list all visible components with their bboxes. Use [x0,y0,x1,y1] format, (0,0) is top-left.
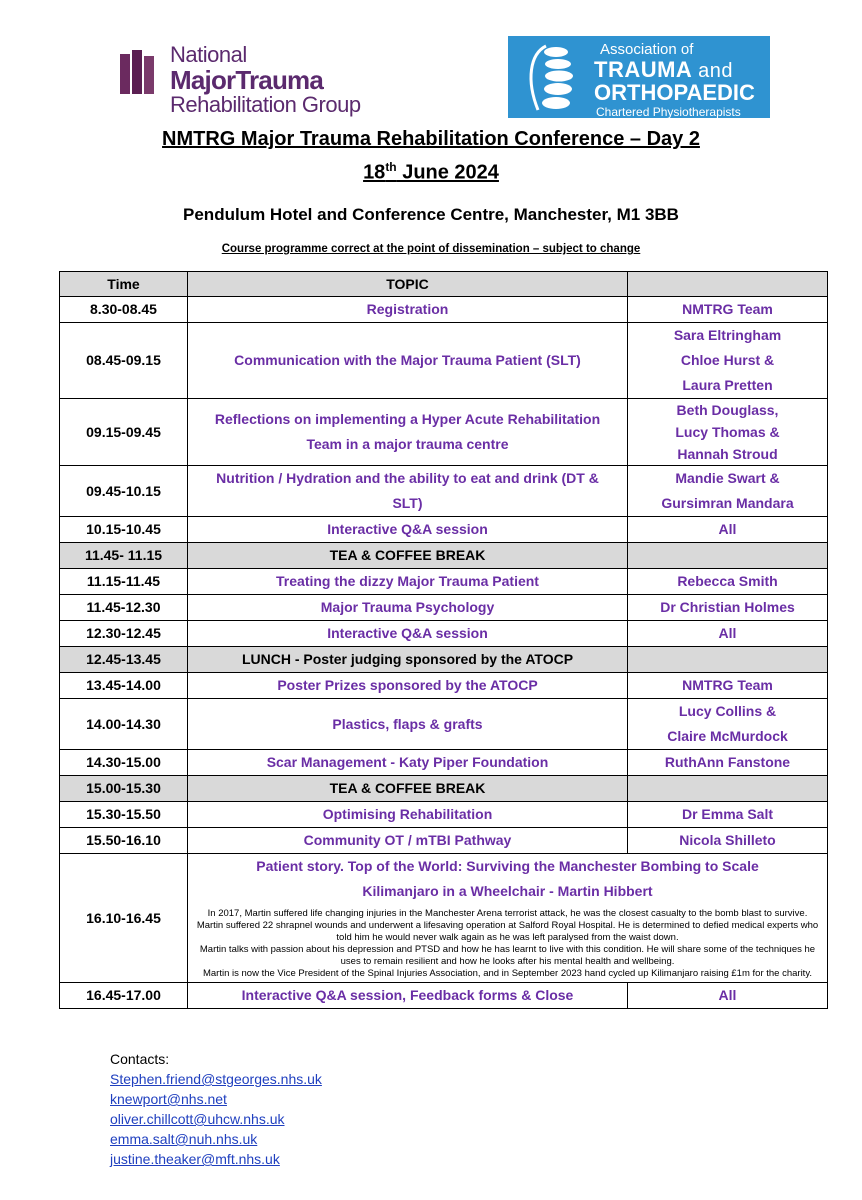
topic-line: Nutrition / Hydration and the ability to eat and drink (DT & [216,470,599,486]
table-row [60,828,828,854]
nmtrg-logo [118,44,398,119]
table-row [60,517,828,543]
row-speakers [628,323,828,399]
header-time: Time [60,272,188,297]
row-topic: Interactive Q&A session [188,621,628,647]
row-speaker: Dr Emma Salt [628,802,828,828]
atocp-logo-and: and [698,60,733,82]
row-time: 12.45-13.45 [60,647,188,673]
nmtrg-logo-line1: National [170,42,247,67]
topic-line: Team in a major trauma centre [306,436,509,452]
row-topic: TEA & COFFEE BREAK [188,543,628,569]
contact-email-link[interactable]: Stephen.friend@stgeorges.nhs.uk [110,1071,322,1087]
row-speaker: NMTRG Team [628,297,828,323]
table-row [60,399,828,466]
speaker-line: Gursimran Mandara [661,495,794,511]
speaker-line: Beth Douglass, [676,402,779,418]
row-topic: Optimising Rehabilitation [188,802,628,828]
row-topic: Poster Prizes sponsored by the ATOCP [188,673,628,699]
row-topic: LUNCH - Poster judging sponsored by the ATOCP [188,647,628,673]
speaker-line: Hannah Stroud [677,446,778,462]
story-paragraph: In 2017, Martin suffered life changing injuries in the Manchester Arena terrorist attack, he was the closest casualty to the bomb blast to survive. Martin suffered 22 shrapnel wounds and underwent a lifesaving operation at Salford Royal Hospital. He is determined to defied medical experts who told him he would never walk again as he was left paralysed from the waist down. [196,908,819,943]
topic-line: Patient story. Top of the World: Surviving the Manchester Bombing to Scale [256,858,759,874]
row-speaker: Nicola Shilleto [628,828,828,854]
row-time: 8.30-08.45 [60,297,188,323]
story-paragraph: Martin talks with passion about his depression and PTSD and how he has learnt to live with this condition. He will share some of the techniques he uses to remain resilient and how he looks after his mental health and wellbeing. [199,944,816,967]
row-topic [188,466,628,517]
table-row [60,673,828,699]
row-speaker: All [628,517,828,543]
row-topic: Interactive Q&A session, Feedback forms & Close [188,983,628,1009]
atocp-logo-line3: ORTHOPAEDIC [594,80,755,105]
row-topic: Treating the dizzy Major Trauma Patient [188,569,628,595]
table-row-break [60,543,828,569]
story-paragraph: Martin is now the Vice President of the Spinal Injuries Association, and in September 2023 hand cycled up Kilimanjaro raising £1m for the charity. [202,968,813,979]
speaker-line: Lucy Collins & [678,703,777,719]
row-time: 09.15-09.45 [60,399,188,466]
speaker-line: Laura Pretten [682,377,773,393]
topic-line: SLT) [392,495,423,511]
table-row [60,983,828,1009]
row-time: 08.45-09.15 [60,323,188,399]
topic-line: Kilimanjaro in a Wheelchair - Martin Hibbert [362,883,653,899]
atocp-logo-trauma: TRAUMA [594,57,692,82]
row-time: 16.45-17.00 [60,983,188,1009]
contact-email-link[interactable]: oliver.chillcott@uhcw.nhs.uk [110,1111,285,1127]
row-topic: Communication with the Major Trauma Patient (SLT) [188,323,628,399]
row-time: 14.30-15.00 [60,750,188,776]
venue: Pendulum Hotel and Conference Centre, Manchester, M1 3BB [183,205,679,224]
header-topic: TOPIC [188,272,628,297]
row-time: 11.45-12.30 [60,595,188,621]
row-topic: Scar Management - Katy Piper Foundation [188,750,628,776]
conference-date [0,160,862,185]
table-row [60,802,828,828]
story-description [192,904,823,982]
spine-icon [516,40,590,116]
row-speaker [628,647,828,673]
row-speaker: All [628,983,828,1009]
table-row-patient-story [60,854,828,983]
contact-email-link[interactable]: knewport@nhs.net [110,1091,227,1107]
speaker-line: Lucy Thomas & [675,424,780,440]
row-time: 15.00-15.30 [60,776,188,802]
conference-title: NMTRG Major Trauma Rehabilitation Conference – Day 2 [162,128,700,150]
row-topic: Registration [188,297,628,323]
atocp-logo-line1: Association of [600,41,694,58]
row-speaker: RuthAnn Fanstone [628,750,828,776]
table-row [60,569,828,595]
contact-email-link[interactable]: emma.salt@nuh.nhs.uk [110,1131,258,1147]
row-speaker: Rebecca Smith [628,569,828,595]
row-speakers [628,399,828,466]
row-topic: Plastics, flaps & grafts [188,699,628,750]
contacts-heading: Contacts: [110,1051,170,1067]
row-time: 13.45-14.00 [60,673,188,699]
speaker-line: Mandie Swart & [675,470,780,486]
speaker-line: Sara Eltringham [673,327,782,343]
topic-line: Reflections on implementing a Hyper Acute Rehabilitation [214,411,601,427]
date-rest: June 2024 [396,161,499,184]
row-speakers [628,699,828,750]
row-topic: TEA & COFFEE BREAK [188,776,628,802]
row-time: 15.30-15.50 [60,802,188,828]
table-row [60,466,828,517]
table-header-row [60,272,828,297]
row-time: 12.30-12.45 [60,621,188,647]
row-time: 16.10-16.45 [60,854,188,983]
disclaimer: Course programme correct at the point of dissemination – subject to change [221,243,641,255]
row-time: 14.00-14.30 [60,699,188,750]
row-speaker: All [628,621,828,647]
row-topic: Community OT / mTBI Pathway [188,828,628,854]
table-row [60,621,828,647]
row-time: 11.15-11.45 [60,569,188,595]
table-row-break [60,647,828,673]
speaker-line: Claire McMurdock [667,728,788,744]
speaker-line: Chloe Hurst & [680,352,775,368]
row-time: 10.15-10.45 [60,517,188,543]
table-row-break [60,776,828,802]
row-time: 09.45-10.15 [60,466,188,517]
table-row [60,297,828,323]
contact-email-link[interactable]: justine.theaker@mft.nhs.uk [110,1151,280,1167]
row-topic: Interactive Q&A session [188,517,628,543]
row-time: 11.45- 11.15 [60,543,188,569]
table-row [60,699,828,750]
header-speaker [628,272,828,297]
row-topic [188,854,828,983]
row-speakers [628,466,828,517]
row-speaker: Dr Christian Holmes [628,595,828,621]
table-row [60,595,828,621]
row-speaker [628,543,828,569]
row-speaker: NMTRG Team [628,673,828,699]
atocp-logo-line4: Chartered Physiotherapists [596,105,741,118]
programme-table [59,271,828,1009]
date-suffix: th [385,160,397,174]
nmtrg-mark-icon [118,48,162,98]
nmtrg-logo-line2: MajorTrauma [170,65,324,95]
contacts [110,1049,322,1169]
row-topic: Major Trauma Psychology [188,595,628,621]
table-row [60,323,828,399]
nmtrg-logo-line3: Rehabilitation Group [170,92,361,117]
row-topic [188,399,628,466]
date-day: 18 [363,161,386,184]
row-speaker [628,776,828,802]
atocp-logo [508,36,770,118]
row-time: 15.50-16.10 [60,828,188,854]
table-row [60,750,828,776]
